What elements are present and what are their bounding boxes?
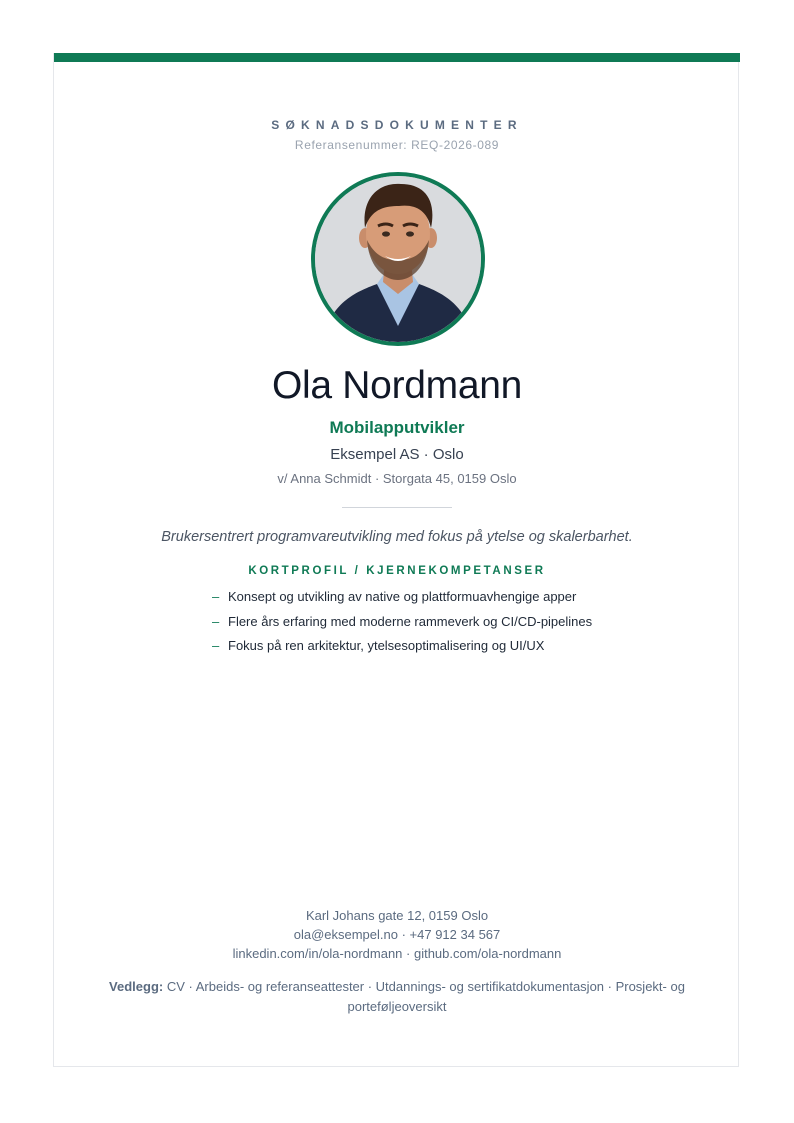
portrait-photo-icon [315,176,481,342]
competence-list [212,589,592,663]
list-item-text: Fokus på ren arkitektur, ytelsesoptimalisering og UI/UX [228,638,545,653]
divider [342,507,452,508]
list-item-text: Flere års erfaring med moderne rammeverk og CI/CD-pipelines [228,613,593,629]
list-item [212,589,592,614]
bullet-marker: – [212,613,220,629]
list-item-text: Konsept og utvikling av native og plattformuavhengige apper [228,589,577,604]
application-page [53,53,739,1067]
applicant-name: Ola Nordmann [271,364,522,407]
bullet-marker: – [212,638,220,653]
contact-address: Karl Johans gate 12, 0159 Oslo [305,908,489,923]
document-title: SØKNADSDOKUMENTER [271,118,523,132]
attachments [104,977,690,1016]
tagline: Brukersentrert programvareutvikling med fokus på ytelse og skalerbarhet. [161,529,633,545]
contact-links: linkedin.com/in/ola-nordmann · github.com/ola-nordmann [232,946,562,961]
contact-email-phone: ola@eksempel.no · +47 912 34 567 [293,927,501,942]
contact-block [54,906,740,963]
profile-photo [311,172,485,346]
attachments-label: Vedlegg: [109,979,164,994]
company-line: Eksempel AS · Oslo [330,446,464,463]
bullet-marker: – [212,589,220,604]
attention-line: v/ Anna Schmidt · Storgata 45, 0159 Oslo [277,471,517,486]
summary-title: KORTPROFIL / KJERNEKOMPETANSER [248,565,546,577]
accent-top-bar [54,53,740,62]
attachments-text: CV · Arbeids- og referanseattester · Utdannings- og sertifikatdokumentasjon · Prosjekt- og porteføljeoversikt [166,979,685,1014]
reference-number: Referansenummer: REQ-2026-089 [294,138,500,152]
job-title: Mobilapputvikler [329,418,465,437]
list-item [212,614,592,639]
list-item [212,638,592,663]
